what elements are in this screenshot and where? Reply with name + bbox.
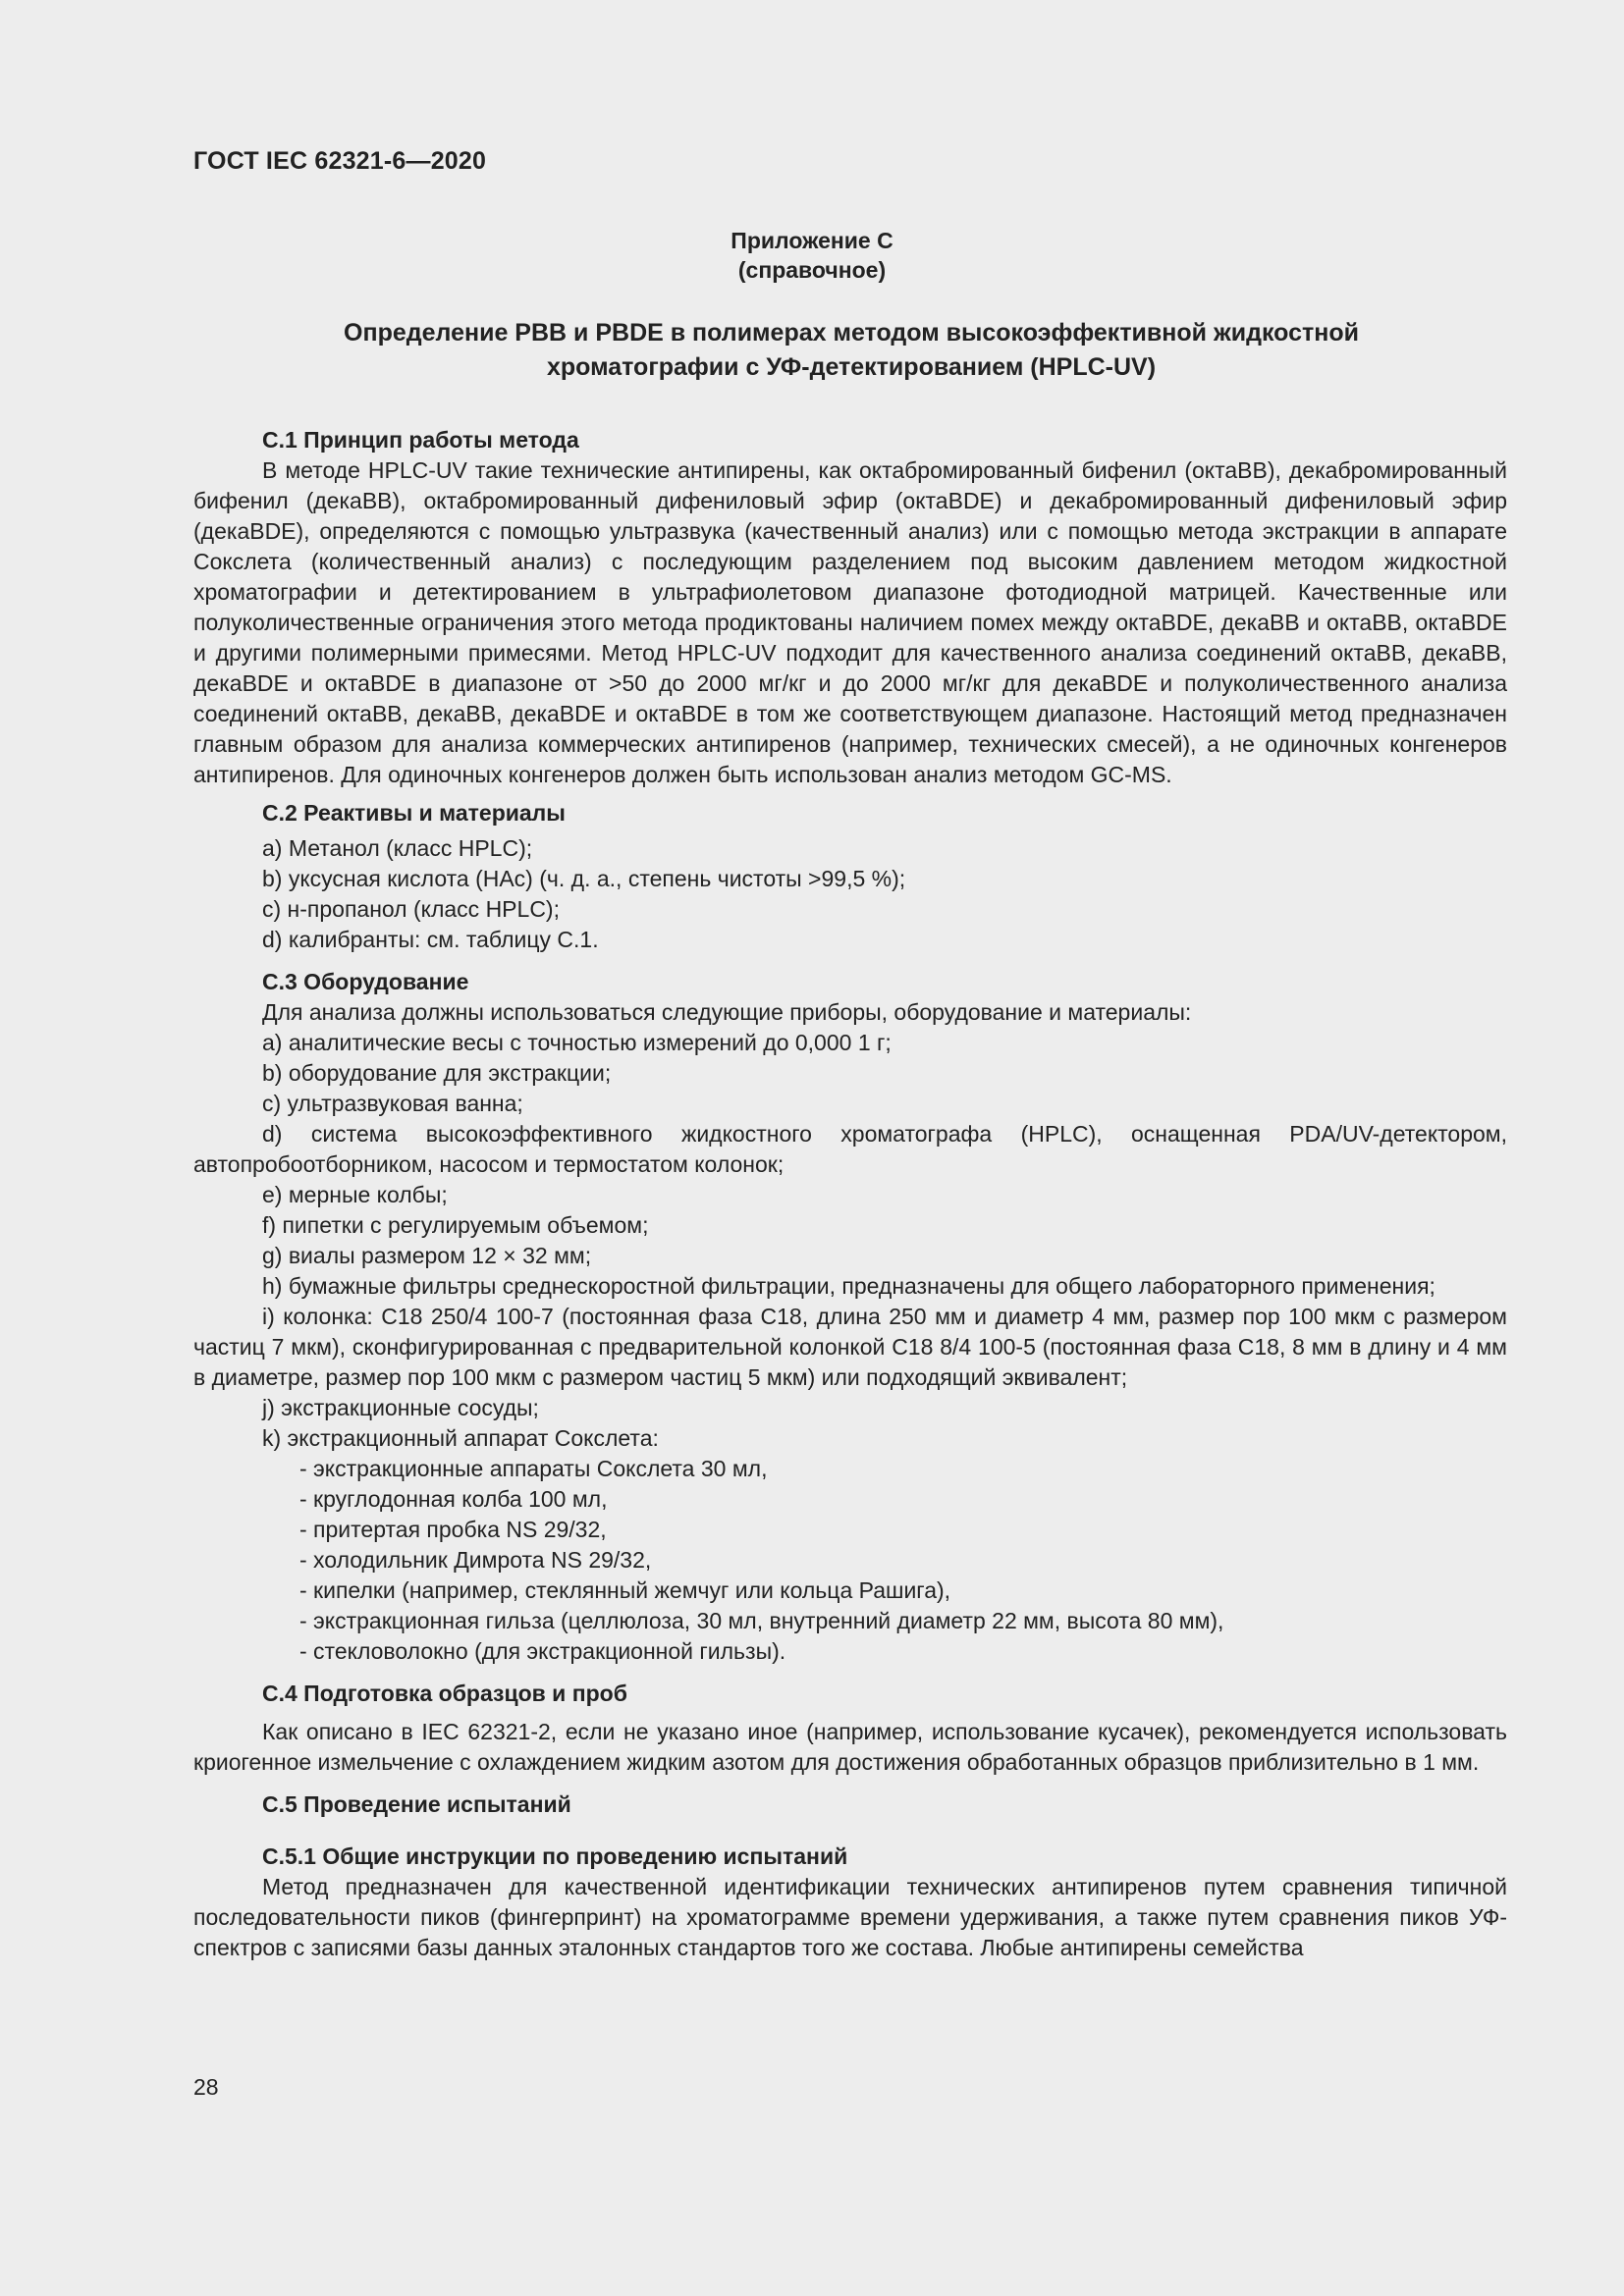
page-number: 28 <box>193 2074 219 2100</box>
annex-title <box>245 316 1457 385</box>
list-item: b) уксусная кислота (HAc) (ч. д. а., степень чистоты >99,5 %); <box>262 866 906 891</box>
sub-list-item: - круглодонная колба 100 мл, <box>299 1486 608 1512</box>
sub-list-item: - притертая пробка NS 29/32, <box>299 1517 607 1542</box>
annex-label: Приложение С <box>731 228 893 253</box>
section-heading-c5-1: С.5.1 Общие инструкции по проведению испытаний <box>262 1843 848 1869</box>
sub-list-item: - экстракционная гильза (целлюлоза, 30 мл, внутренний диаметр 22 мм, высота 80 мм), <box>299 1608 1224 1633</box>
sub-list-item: - кипелки (например, стеклянный жемчуг или кольца Рашига), <box>299 1577 951 1603</box>
annex-type: (справочное) <box>737 257 887 283</box>
section-heading-c5: С.5 Проведение испытаний <box>262 1791 571 1817</box>
list-item: d) система высокоэффективного жидкостного хроматографа (HPLC), оснащенная PDA/UV-детектором, автопробоотборником, насосом и термостатом колонок; <box>193 1121 1507 1177</box>
section-text-c4: Как описано в IEC 62321-2, если не указано иное (например, использование кусачек), рекомендуется использовать криогенное измельчение с охлаждением жидким азотом для достижения обработанных образцов приблизительно в 1 мм. <box>193 1719 1507 1775</box>
section-intro-c3: Для анализа должны использоваться следующие приборы, оборудование и материалы: <box>262 999 1192 1025</box>
list-item: g) виалы размером 12 × 32 мм; <box>262 1243 592 1268</box>
list-item: h) бумажные фильтры среднескоростной фильтрации, предназначены для общего лабораторного применения; <box>262 1273 1435 1299</box>
list-item: c) ультразвуковая ванна; <box>262 1091 523 1116</box>
document-body <box>193 425 1507 1963</box>
sub-list-item: - экстракционные аппараты Сокслета 30 мл, <box>299 1456 768 1481</box>
list-item: a) аналитические весы с точностью измерений до 0,000 1 г; <box>262 1030 892 1055</box>
list-item: e) мерные колбы; <box>262 1182 448 1207</box>
section-heading-c2: С.2 Реактивы и материалы <box>262 800 566 826</box>
section-text-c1: В методе HPLC-UV такие технические антипирены, как октабромированный бифенил (октаBB), декабромированный бифенил (декаBB), октабромированный дифениловый эфир (октаBDE) и декабромированный дифениловый эфир (декаBDE), определяются с помощью ультразвука (качественный анализ) или с помощью метода экстракции в аппарате Сокслета (количественный анализ) с последующим разделением под высоким давлением методом жидкостной хроматографии и детектированием в ультрафиолетовом диапазоне фотодиодной матрицей. Качественные или полуколичественные ограничения этого метода продиктованы наличием помех между октаBDE, декаBB и октаBB, октаBDE и другими полимерными примесями. Метод HPLC-UV подходит для качественного анализа соединений октаBB, декаBB, декаBDE и октаBDE в диапазоне от >50 до 2000 мг/кг и до 2000 мг/кг для декаBDE и полуколичественного анализа соединений октаBB, декаBB, декаBDE и октаBDE в том же соответствующем диапазоне. Настоящий метод предназначен главным образом для анализа коммерческих антипиренов (например, технических смесей), а не одиночных конгенеров антипиренов. Для одиночных конгенеров должен быть использован анализ методом GC-MS. <box>193 457 1507 787</box>
list-item: j) экстракционные сосуды; <box>262 1395 539 1420</box>
list-item: a) Метанол (класс HPLC); <box>262 835 533 861</box>
section-heading-c1: С.1 Принцип работы метода <box>262 427 579 453</box>
section-heading-c3: С.3 Оборудование <box>262 969 469 994</box>
annex-title-line-2: хроматографии с УФ-детектированием (HPLC-UV) <box>546 353 1157 381</box>
list-item: d) калибранты: см. таблицу С.1. <box>262 927 599 952</box>
section-text-c5-1: Метод предназначен для качественной идентификации технических антипиренов путем сравнения типичной последовательности пиков (фингерпринт) на хроматограмме времени удерживания, а также путем сравнения пиков УФ-спектров с записями базы данных эталонных стандартов того же состава. Любые антипирены семейства <box>193 1874 1507 1960</box>
list-item: i) колонка: С18 250/4 100-7 (постоянная фаза С18, длина 250 мм и диаметр 4 мм, размер пор 100 мкм с размером частиц 7 мкм), сконфигурированная с предварительной колонкой С18 8/4 100-5 (постоянная фаза С18, 8 мм в длину и 4 мм в диаметре, размер пор 100 мкм с размером частиц 5 мкм) или подходящий эквивалент; <box>193 1304 1507 1390</box>
list-item: b) оборудование для экстракции; <box>262 1060 612 1086</box>
section-heading-c4: С.4 Подготовка образцов и проб <box>262 1681 627 1706</box>
sub-list-item: - стекловолокно (для экстракционной гильзы). <box>299 1638 786 1664</box>
annex-heading <box>0 226 1624 285</box>
standard-code-header: ГОСТ IEC 62321-6—2020 <box>193 147 487 175</box>
annex-title-line-1: Определение PBB и PBDE в полимерах методом высокоэффективной жидкостной <box>344 319 1359 347</box>
list-item: k) экстракционный аппарат Сокслета: <box>262 1425 659 1451</box>
list-item: c) н-пропанол (класс HPLC); <box>262 896 560 922</box>
list-item: f) пипетки с регулируемым объемом; <box>262 1212 649 1238</box>
sub-list-item: - холодильник Димрота NS 29/32, <box>299 1547 652 1573</box>
